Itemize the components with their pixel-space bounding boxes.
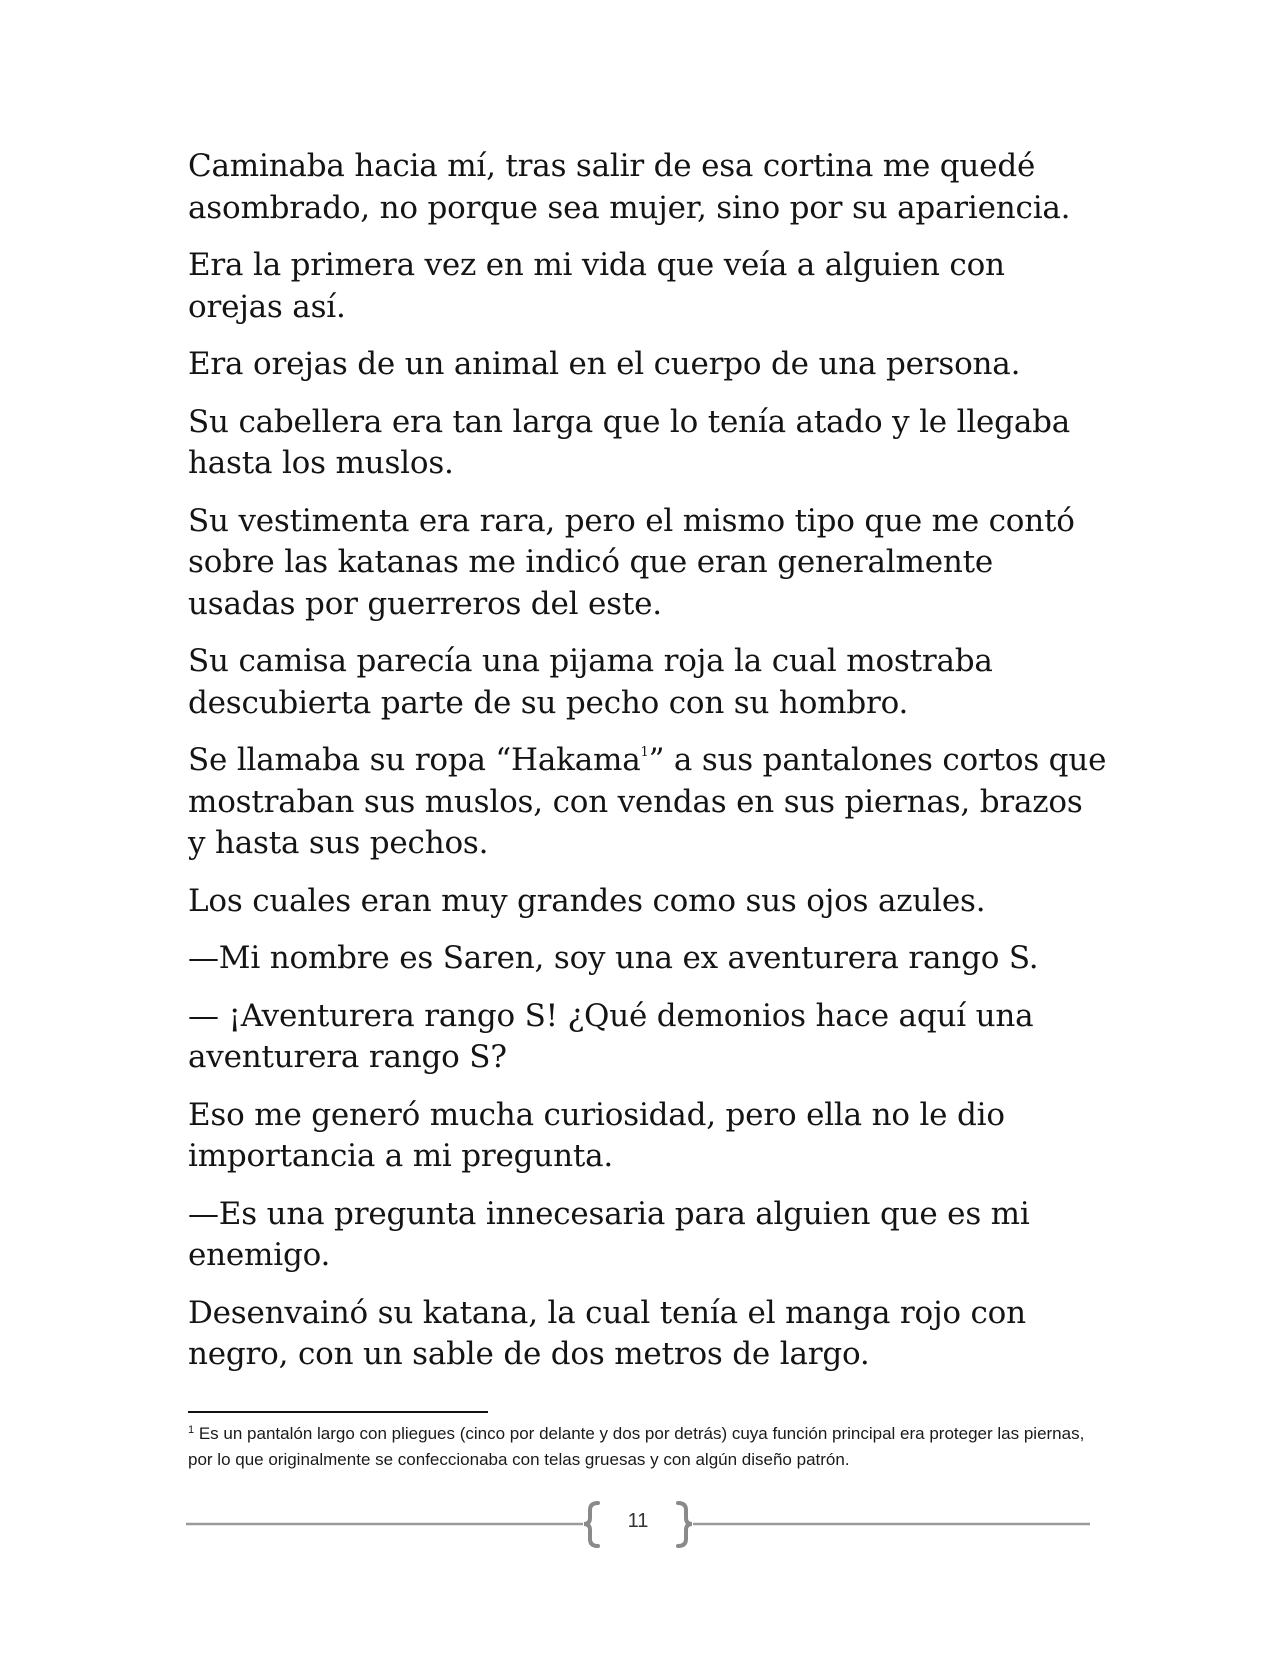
body-text [188, 146, 1108, 1392]
paragraph-2: Era la primera vez en mi vida que veía a alguien con orejas así. [188, 247, 1005, 325]
paragraph-4: Su cabellera era tan larga que lo tenía atado y le llegaba hasta los muslos. [188, 403, 1071, 481]
paragraph-7 [188, 740, 1108, 865]
paragraph-7-after: ” a sus pantalones cortos que mostraban sus muslos, con vendas en sus piernas, brazos y hasta sus pechos. [188, 742, 1107, 861]
paragraph-9: —Mi nombre es Saren, soy una ex aventurera rango S. [188, 940, 1039, 976]
footer-bracket-left [584, 1503, 598, 1546]
page-footer [186, 1500, 1090, 1550]
paragraph-6: Su camisa parecía una pijama roja la cual mostraba descubierta parte de su pecho con su hombro. [188, 643, 993, 721]
footnote [188, 1421, 1088, 1473]
paragraph-3: Era orejas de un animal en el cuerpo de una persona. [188, 346, 1021, 382]
paragraph-1: Caminaba hacia mí, tras salir de esa cortina me quedé asombrado, no porque sea mujer, sino por su apariencia. [188, 148, 1071, 226]
page-number: 11 [627, 1510, 649, 1532]
paragraph-5: Su vestimenta era rara, pero el mismo tipo que me contó sobre las katanas me indicó que eran generalmente usadas por guerreros del este. [188, 502, 1075, 622]
footer-bracket-right [678, 1503, 692, 1546]
paragraph-8: Los cuales eran muy grandes como sus ojos azules. [188, 882, 986, 919]
paragraph-12: —Es una pregunta innecesaria para alguien que es mi enemigo. [188, 1195, 1030, 1273]
footnote-reference[interactable]: 1 [640, 745, 649, 760]
footnote-divider [188, 1411, 488, 1413]
footnote-number: 1 [188, 1424, 195, 1436]
paragraph-7-before: Se llamaba su ropa “Hakama [188, 742, 641, 778]
footnote-text: Es un pantalón largo con pliegues (cinco por delante y dos por detrás) cuya función principal era proteger las piernas, por lo que originalmente se confeccionaba con telas gruesas y con algún diseño patrón. [188, 1424, 1085, 1469]
paragraph-11: Eso me generó mucha curiosidad, pero ella no le dio importancia a mi pregunta. [188, 1096, 1005, 1174]
paragraph-10: — ¡Aventurera rango S! ¿Qué demonios hace aquí una aventurera rango S? [188, 997, 1034, 1075]
paragraph-13: Desenvainó su katana, la cual tenía el manga rojo con negro, con un sable de dos metros de largo. [188, 1294, 1026, 1372]
